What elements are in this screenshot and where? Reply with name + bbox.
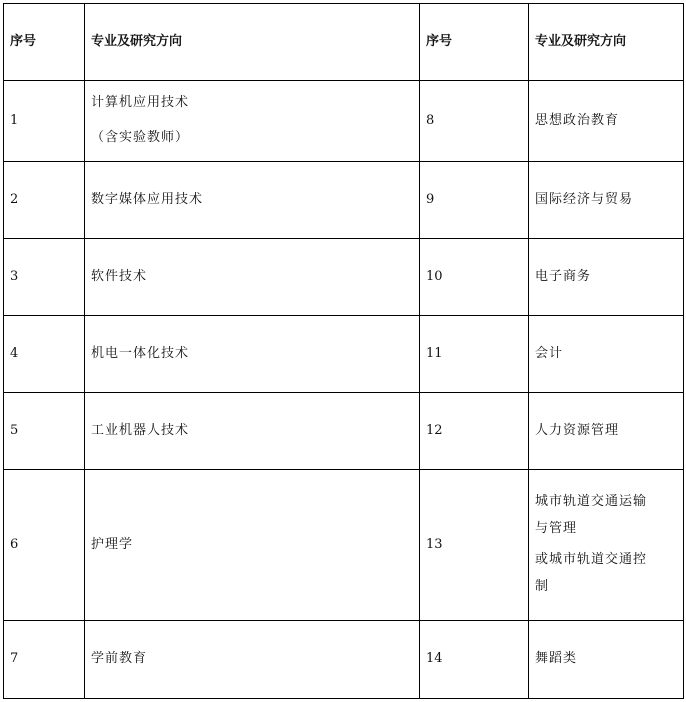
major-cell (529, 470, 684, 621)
table-row (4, 316, 684, 393)
index-cell: 5 (4, 393, 85, 470)
major-cell (85, 316, 420, 393)
major-cell (529, 162, 684, 239)
table-row (4, 621, 684, 699)
major-cell (529, 316, 684, 393)
table-row (4, 470, 684, 621)
major-name: 护理学 (91, 536, 134, 552)
major-name: 会计 (535, 345, 564, 361)
major-name: 电子商务 (535, 268, 592, 284)
index-cell: 7 (4, 621, 85, 699)
index-cell: 12 (420, 393, 529, 470)
header-row (4, 4, 684, 81)
major-cell (85, 393, 420, 470)
major-cell (529, 239, 684, 316)
table-row (4, 239, 684, 316)
major-cell (529, 621, 684, 699)
table-row (4, 81, 684, 162)
index-cell: 10 (420, 239, 529, 316)
header-major-left: 专业及研究方向 (85, 4, 420, 81)
index-cell: 3 (4, 239, 85, 316)
table-row (4, 162, 684, 239)
major-name: 学前教育 (91, 651, 148, 667)
index-cell: 13 (420, 470, 529, 621)
header-index-right: 序号 (420, 4, 529, 81)
major-name: 工业机器人技术 (91, 422, 190, 438)
index-cell: 9 (420, 162, 529, 239)
index-cell: 6 (4, 470, 85, 621)
major-cell (85, 239, 420, 316)
major-name-line: 与管理 (535, 521, 578, 537)
index-cell: 11 (420, 316, 529, 393)
header-major-right: 专业及研究方向 (529, 4, 684, 81)
major-name-line: 或城市轨道交通控 (535, 552, 648, 567)
major-name: 机电一体化技术 (91, 345, 190, 361)
major-cell (85, 162, 420, 239)
major-name: 国际经济与贸易 (535, 191, 634, 207)
major-name: 思想政治教育 (535, 112, 620, 128)
major-cell (85, 621, 420, 699)
header-index-left: 序号 (4, 4, 85, 81)
major-cell (529, 393, 684, 470)
index-cell: 8 (420, 81, 529, 162)
index-cell: 4 (4, 316, 85, 393)
major-cell (85, 470, 420, 621)
major-name-line: 制 (535, 578, 550, 594)
major-cell (529, 81, 684, 162)
major-name-line: 城市轨道交通运输 (535, 494, 648, 510)
major-name: 软件技术 (91, 268, 148, 284)
table-row (4, 393, 684, 470)
index-cell: 1 (4, 81, 85, 162)
major-name: 数字媒体应用技术 (91, 191, 204, 207)
major-name: 人力资源管理 (535, 422, 620, 438)
major-note: （含实验教师） (91, 130, 190, 145)
majors-table (3, 3, 684, 699)
index-cell: 2 (4, 162, 85, 239)
major-cell (85, 81, 420, 162)
index-cell: 14 (420, 621, 529, 699)
major-name: 计算机应用技术 (91, 95, 190, 111)
major-name: 舞蹈类 (535, 651, 578, 667)
